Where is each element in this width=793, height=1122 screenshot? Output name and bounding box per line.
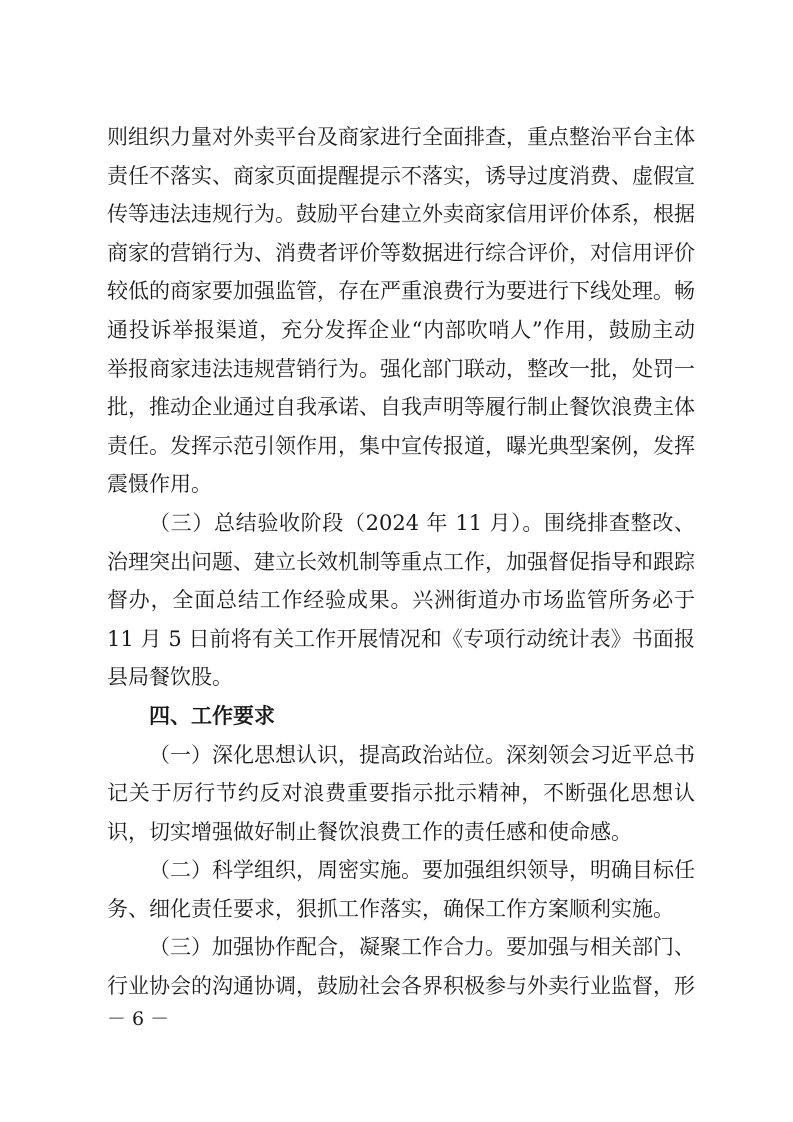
section-heading-work-requirements: 四、工作要求 [149,703,275,728]
page-number: － 6 － [107,1008,170,1030]
paragraph-requirement-3: （三）加强协作配合，凝聚工作合力。要加强与相关部门、行业协会的沟通协调，鼓励社会各界积极参与外卖行业监督，形 [107,935,695,999]
paragraph-summary-stage: （三）总结验收阶段（2024 年 11 月）。围绕排查整改、治理突出问题、建立长效机制等重点工作，加强督促指导和跟踪督办，全面总结工作经验成果。兴洲街道办市场监管所务必于 11 月 5 日前将有关工作开展情况和《专项行动统计表》书面报县局餐饮股。 [107,510,695,690]
paragraph-continued: 则组织力量对外卖平台及商家进行全面排查，重点整治平台主体责任不落实、商家页面提醒提示不落实，诱导过度消费、虚假宣传等违法违规行为。鼓励平台建立外卖商家信用评价体系，根据商家的营销行为、消费者评价等数据进行综合评价，对信用评价较低的商家要加强监管，存在严重浪费行为要进行下线处理。畅通投诉举报渠道，充分发挥企业“内部吹哨人”作用，鼓励主动举报商家违法违规营销行为。强化部门联动，整改一批，处罚一批，推动企业通过自我承诺、自我声明等履行制止餐饮浪费主体责任。发挥示范引领作用，集中宣传报道，曝光典型案例，发挥震慑作用。 [107,125,695,497]
paragraph-requirement-2: （二）科学组织，周密实施。要加强组织领导，明确目标任务、细化责任要求，狠抓工作落实，确保工作方案顺利实施。 [107,858,695,921]
paragraph-requirement-1: （一）深化思想认识，提高政治站位。深刻领会习近平总书记关于厉行节约反对浪费重要指示批示精神，不断强化思想认识，切实增强做好制止餐饮浪费工作的责任感和使命感。 [107,742,695,844]
document-body [107,118,695,1006]
